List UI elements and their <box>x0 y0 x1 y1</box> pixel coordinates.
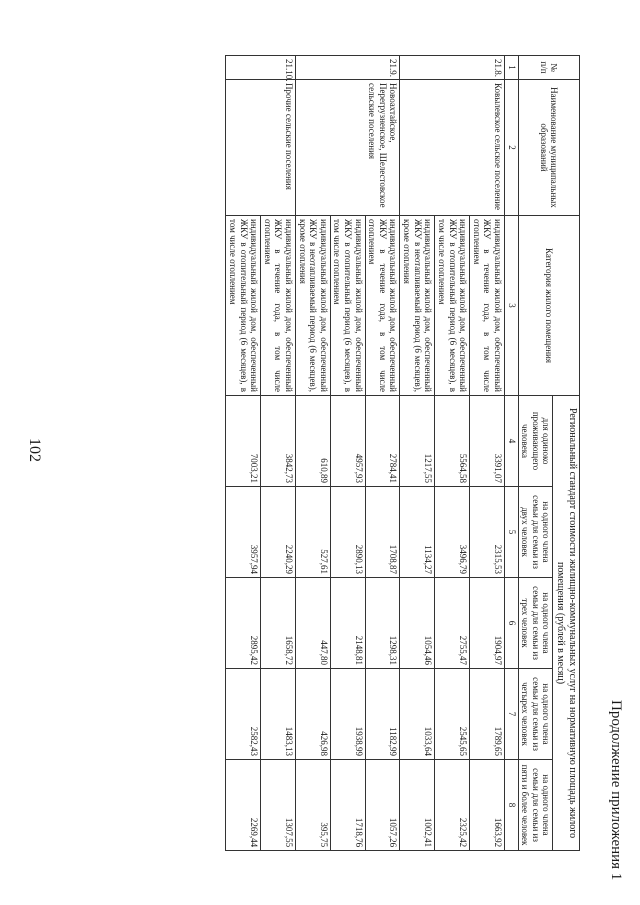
value-cell: 395,75 <box>296 760 331 851</box>
value-cell: 1658,72 <box>261 578 296 669</box>
value-cell: 2890,13 <box>330 487 365 578</box>
value-cell: 1057,26 <box>365 760 400 851</box>
value-cell: 2784,41 <box>365 396 400 487</box>
municipality-name: Ковылевское сельское поселение <box>400 80 504 216</box>
column-number: 6 <box>504 578 518 669</box>
value-cell: 1789,65 <box>470 669 505 760</box>
standards-table <box>225 55 580 851</box>
value-cell: 7003,21 <box>226 396 261 487</box>
value-cell: 1307,55 <box>261 760 296 851</box>
housing-category: индивидуальный жилой дом, обеспеченный ЖКУ в отопительный период (6 месяцев), в том числе отоплением <box>435 216 470 396</box>
column-number: 3 <box>504 216 518 396</box>
housing-category: индивидуальный жилой дом, обеспеченный ЖКУ в неотапливаемый период (6 месяцев), кроме отопления <box>400 216 435 396</box>
appendix-title: Продолжение приложения 1 <box>608 700 624 881</box>
value-cell: 1708,87 <box>365 487 400 578</box>
value-cell: 3391,07 <box>470 396 505 487</box>
housing-category: индивидуальный жилой дом, обеспеченный ЖКУ в течение года, в том числе отоплением <box>365 216 400 396</box>
value-cell: 527,61 <box>296 487 331 578</box>
value-cell: 1217,55 <box>400 396 435 487</box>
header-category: Категория жилого помещения <box>518 216 579 396</box>
value-cell: 1298,31 <box>365 578 400 669</box>
column-number: 1 <box>504 56 518 80</box>
value-cell: 1002,41 <box>400 760 435 851</box>
value-cell: 2582,43 <box>226 669 261 760</box>
header-family-3: на одного члена семьи для семьи из трех человек <box>518 578 553 669</box>
value-cell: 3496,79 <box>435 487 470 578</box>
column-numbers-row <box>504 56 518 851</box>
column-number: 8 <box>504 760 518 851</box>
housing-category: индивидуальный жилой дом, обеспеченный ЖКУ в отопительный период (6 месяцев), в том числе отоплением <box>226 216 261 396</box>
value-cell: 1904,97 <box>470 578 505 669</box>
column-number: 4 <box>504 396 518 487</box>
column-number: 5 <box>504 487 518 578</box>
value-cell: 1938,99 <box>330 669 365 760</box>
value-cell: 1718,76 <box>330 760 365 851</box>
municipality-name: Новоахтайское, Перегрузненское, Шелестовское сельские поселения <box>296 80 400 216</box>
column-number: 7 <box>504 669 518 760</box>
housing-category: индивидуальный жилой дом, обеспеченный ЖКУ в неотапливаемый период (6 месяцев), кроме отопления <box>296 216 331 396</box>
header-single: для одиноко проживающего человека <box>518 396 553 487</box>
header-standard: Региональный стандарт стоимости жилищно-коммунальных услуг на нормативную площадь жилого помещения (рублей в месяц) <box>553 396 580 851</box>
row-number: 21.10. <box>226 56 296 80</box>
value-cell: 1134,27 <box>400 487 435 578</box>
value-cell: 1663,92 <box>470 760 505 851</box>
header-num: № п/п <box>518 56 579 80</box>
housing-category: индивидуальный жилой дом, обеспеченный ЖКУ в течение года, в том числе отоплением <box>261 216 296 396</box>
value-cell: 426,98 <box>296 669 331 760</box>
row-number: 21.9. <box>296 56 400 80</box>
value-cell: 610,89 <box>296 396 331 487</box>
value-cell: 2315,53 <box>470 487 505 578</box>
header-family-5: на одного члена семьи для семьи из пяти и более человек <box>518 760 553 851</box>
value-cell: 2545,65 <box>435 669 470 760</box>
value-cell: 1182,99 <box>365 669 400 760</box>
value-cell: 2269,44 <box>226 760 261 851</box>
value-cell: 1483,13 <box>261 669 296 760</box>
value-cell: 3957,94 <box>226 487 261 578</box>
row-number: 21.8. <box>400 56 504 80</box>
municipality-name: Прочие сельские поселения <box>226 80 296 216</box>
value-cell: 2755,47 <box>435 578 470 669</box>
table-row <box>470 56 505 851</box>
value-cell: 4957,93 <box>330 396 365 487</box>
value-cell: 2240,29 <box>261 487 296 578</box>
header-municipality: Наименование муниципальных образований <box>518 80 579 216</box>
table-row <box>365 56 400 851</box>
housing-category: индивидуальный жилой дом, обеспеченный ЖКУ в отопительный период (6 месяцев), в том числе отоплением <box>330 216 365 396</box>
housing-category: индивидуальный жилой дом, обеспеченный ЖКУ в течение года, в том числе отоплением <box>470 216 505 396</box>
value-cell: 2148,81 <box>330 578 365 669</box>
header-family-4: на одного члена семьи для семьи из четырех человек <box>518 669 553 760</box>
value-cell: 2325,42 <box>435 760 470 851</box>
value-cell: 1054,46 <box>400 578 435 669</box>
page-number: 102 <box>26 438 43 462</box>
header-family-2: на одного члена семьи для семьи из двух человек <box>518 487 553 578</box>
table-row <box>261 56 296 851</box>
value-cell: 447,80 <box>296 578 331 669</box>
value-cell: 3842,73 <box>261 396 296 487</box>
column-number: 2 <box>504 80 518 216</box>
value-cell: 1033,64 <box>400 669 435 760</box>
value-cell: 5564,58 <box>435 396 470 487</box>
value-cell: 2895,42 <box>226 578 261 669</box>
